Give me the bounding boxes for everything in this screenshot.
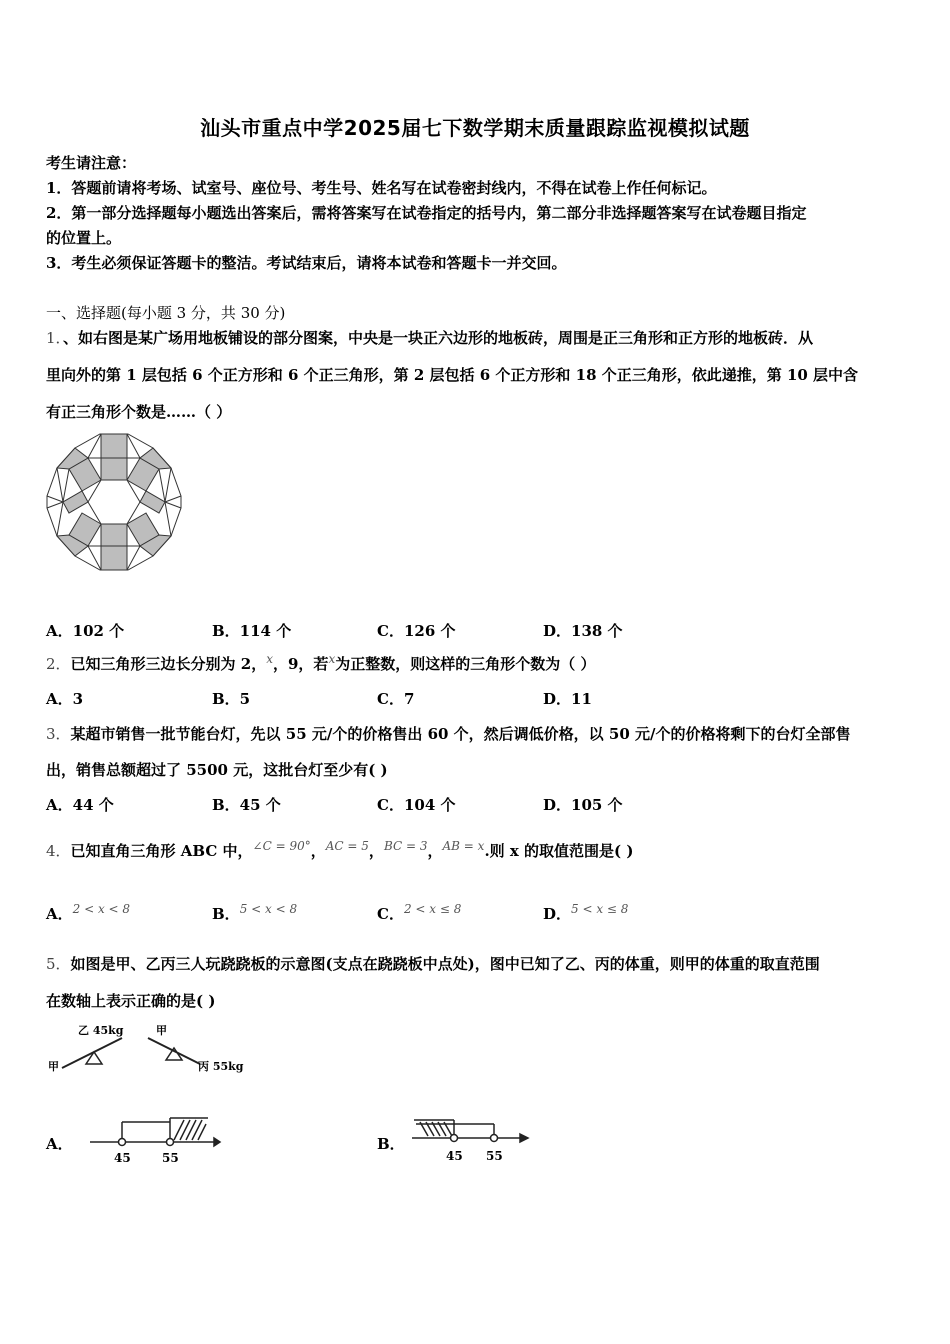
q4-stem: 4．已知直角三角形 ABC 中，$^{\angle C = 90^\circ}$，$^{AC = 5}$，$^{BC = 3}$，$^{AB = x}$.则 x 的取值范围是( ): [46, 839, 634, 860]
q4-math-ac: AC = 5: [325, 839, 369, 853]
q2-stem: 2．已知三角形三边长分别为 2，$^x$，9，若$^x$为正整数，则这样的三角形个数为（ ）: [46, 652, 596, 673]
notice-heading: 考生请注意：: [46, 154, 137, 172]
tiling-figure: [45, 432, 183, 572]
number-line-a: [88, 1112, 223, 1164]
q2-var-x: x: [266, 652, 273, 666]
notice-item-3: 3．考生必须保证答题卡的整洁。考试结束后，请将本试卷和答题卡一并交回。: [46, 254, 567, 272]
tick-55-a: 55: [162, 1151, 179, 1164]
q1-option-d[interactable]: D．138 个: [543, 622, 623, 640]
q1-number: 1．: [46, 329, 64, 347]
tick-55-b: 55: [486, 1149, 503, 1163]
q3-option-a[interactable]: A．44 个: [46, 796, 114, 814]
label-bing: 丙 55kg: [198, 1060, 244, 1073]
q4-math-bc: BC = 3: [383, 839, 428, 853]
q1-option-c[interactable]: C．126 个: [377, 622, 456, 640]
q4-option-b[interactable]: B．$^{5 < x < 8}$: [212, 902, 298, 923]
q2-option-d[interactable]: D．11: [543, 690, 592, 708]
seesaw-figure: [48, 1020, 248, 1078]
q2-option-c[interactable]: C．7: [377, 690, 415, 708]
q2-option-b[interactable]: B．5: [212, 690, 251, 708]
notice-item-2: 2．第一部分选择题每小题选出答案后，需将答案写在试卷指定的括号内，第二部分非选择题答案写在试卷题目指定: [46, 204, 807, 222]
q4-option-d[interactable]: D．$^{5 < x \le 8}$: [543, 902, 629, 923]
q4-option-c[interactable]: C．$^{2 < x \le 8}$: [377, 902, 462, 923]
q1-line-1: 1．、如右图是某广场用地板铺设的部分图案，中央是一块正六边形的地板砖，周围是正三角形和正方形的地板砖．从: [46, 329, 814, 347]
label-jia-2: 甲: [156, 1024, 167, 1037]
section-heading: 一、选择题(每小题 3 分，共 30 分): [46, 304, 286, 322]
number-line-b: [408, 1112, 533, 1164]
tick-45-a: 45: [114, 1151, 131, 1164]
tick-45-b: 45: [446, 1149, 463, 1163]
q3-line-2: 出，销售总额超过了 5500 元，这批台灯至少有( ): [46, 761, 388, 779]
page-title: 汕头市重点中学2025届七下数学期末质量跟踪监视模拟试题: [200, 116, 750, 140]
q5-line-2: 在数轴上表示正确的是( ): [46, 992, 216, 1010]
q5-line-1: 5．如图是甲、乙丙三人玩跷跷板的示意图(支点在跷跷板中点处)，图中已知了乙、丙的体重，则甲的体重的取直范围: [46, 955, 820, 973]
label-jia-1: 甲: [48, 1060, 59, 1073]
q5-option-b[interactable]: B．: [377, 1135, 405, 1153]
q4-math-ab: AB = x: [442, 839, 485, 853]
q1-line-3: 有正三角形个数是……（ ）: [46, 403, 232, 421]
q4-option-a[interactable]: A．$^{2 < x < 8}$: [46, 902, 131, 923]
label-yi: 乙 45kg: [78, 1024, 124, 1037]
notice-item-2-cont: 的位置上。: [46, 229, 122, 247]
q2-var-x2: x: [328, 652, 336, 666]
q1-option-b[interactable]: B．114 个: [212, 622, 292, 640]
q3-option-d[interactable]: D．105 个: [543, 796, 623, 814]
q1-line-2: 里向外的第 1 层包括 6 个正方形和 6 个正三角形，第 2 层包括 6 个正方形和 18 个正三角形，依此递推，第 10 层中含: [46, 366, 859, 384]
notice-item-1: 1．答题前请将考场、试室号、座位号、考生号、姓名写在试卷密封线内，不得在试卷上作任何标记。: [46, 179, 717, 197]
q4-math-angle: ∠C = 90°: [252, 839, 311, 853]
q2-option-a[interactable]: A．3: [46, 690, 84, 708]
q1-option-a[interactable]: A．102 个: [46, 622, 125, 640]
q3-option-c[interactable]: C．104 个: [377, 796, 456, 814]
q3-option-b[interactable]: B．45 个: [212, 796, 281, 814]
q5-option-a[interactable]: A．: [46, 1135, 73, 1153]
q3-line-1: 3．某超市销售一批节能台灯，先以 55 元/个的价格售出 60 个，然后调低价格，以 50 元/个的价格将剩下的台灯全部售: [46, 725, 851, 743]
